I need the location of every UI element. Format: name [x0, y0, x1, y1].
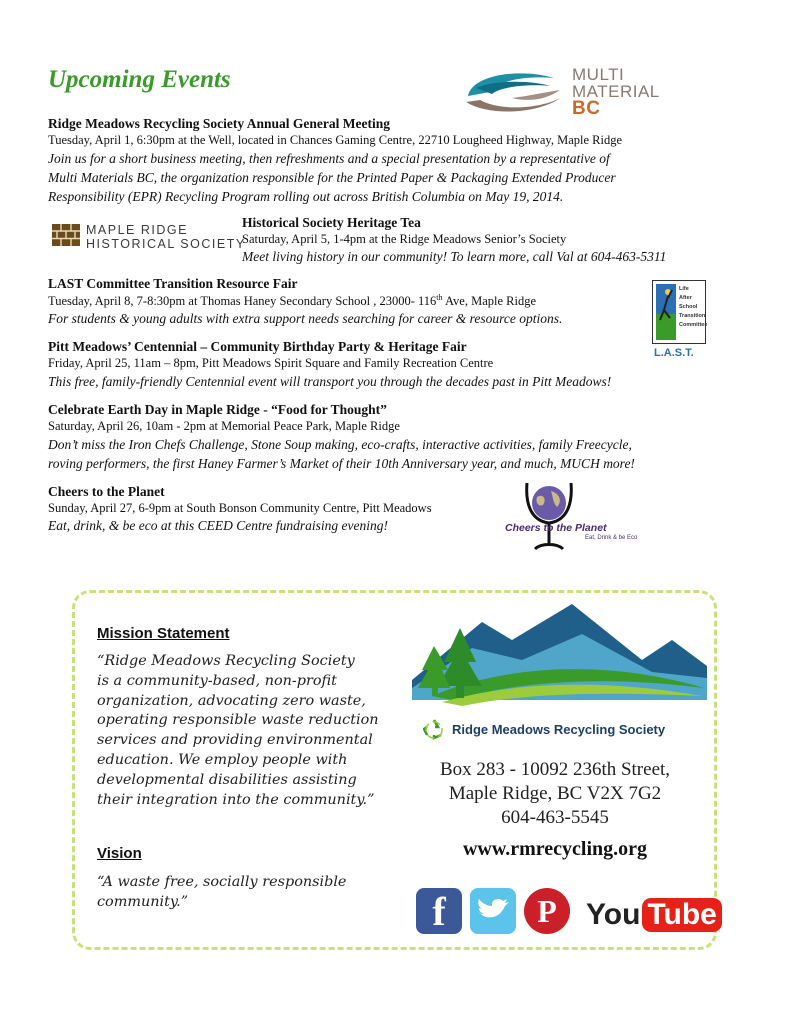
cheers-logo-text: Cheers to the Planet [505, 522, 607, 534]
event-description [48, 149, 748, 206]
event-description: Eat, drink, & be eco at this CEED Centre fundraising evening! [48, 518, 388, 533]
mission-line: services and providing environmental [97, 732, 373, 749]
event-when: Saturday, April 26, 10am - 2pm at Memorial Peace Park, Maple Ridge [48, 419, 400, 433]
event-description: Meet living history in our community! To learn more, call Val at 604-463-5311 [242, 249, 667, 264]
historical-society-logo [86, 223, 246, 251]
event-title: Pitt Meadows’ Centennial – Community Birthday Party & Heritage Fair [48, 339, 467, 354]
mmbc-swoosh-icon [462, 68, 567, 118]
mmbc-line1: MULTI [572, 65, 625, 84]
event-title: Historical Society Heritage Tea [242, 215, 421, 230]
mission-heading: Mission Statement [97, 625, 230, 642]
vision-statement [97, 873, 407, 913]
historical-logo-line2: HISTORICAL SOCIETY [86, 237, 246, 251]
event-desc-line: Join us for a short business meeting, then refreshments and a special presentation by a representative of [48, 151, 610, 166]
event-when: Sunday, April 27, 6-9pm at South Bonson Community Centre, Pitt Meadows [48, 501, 432, 515]
event-when: Tuesday, April 1, 6:30pm at the Well, located in Chances Gaming Centre, 22710 Lougheed Highway, Maple Ridge [48, 133, 623, 147]
address-block [405, 758, 705, 830]
vision-line: community.” [97, 893, 189, 910]
multi-material-bc-logo [462, 68, 567, 118]
event-title: Cheers to the Planet [48, 484, 165, 499]
mission-line: is a community-based, non-profit [97, 672, 337, 689]
brick-wall-icon [52, 224, 80, 246]
mission-line: developmental disabilities assisting [97, 771, 357, 788]
recycle-icon [423, 718, 445, 740]
mission-line: operating responsible waste reduction [97, 712, 379, 729]
last-logo-words: Life After School Transition Committee [679, 286, 708, 328]
mountain-logo-icon [412, 600, 707, 710]
event-desc-line: Responsibility (EPR) Recycling Program rolling out across British Columbia on May 19, 2014. [48, 189, 564, 204]
website-link[interactable]: www.rmrecycling.org [462, 838, 648, 860]
page-title: Upcoming Events [48, 66, 231, 93]
last-logo [652, 280, 706, 344]
event-when: Tuesday, April 8, 7-8:30pm at Thomas Haney Secondary School , 23000- 116th Ave, Maple Ridge [48, 293, 537, 309]
mmbc-line2: MATERIAL [572, 82, 660, 101]
vision-heading: Vision [97, 845, 142, 862]
youtube-icon[interactable]: You Tube [586, 895, 722, 935]
event-description: For students & young adults with extra support needs searching for career & resource options. [48, 311, 563, 326]
historical-logo-line1: MAPLE RIDGE [86, 223, 188, 237]
last-logo-label: L.A.S.T. [654, 347, 694, 359]
mission-line: education. We employ people with [97, 751, 348, 768]
event-when: Saturday, April 5, 1-4pm at the Ridge Meadows Senior’s Society [242, 232, 567, 246]
mmbc-wordmark [572, 66, 660, 117]
wine-glass-globe-icon [523, 477, 575, 553]
event-title: LAST Committee Transition Resource Fair [48, 276, 298, 291]
mission-line: organization, advocating zero waste, [97, 692, 366, 709]
event-title: Ridge Meadows Recycling Society Annual General Meeting [48, 116, 390, 131]
jumping-figure-icon [656, 284, 676, 340]
rmrs-logo-name: Ridge Meadows Recycling Society [452, 722, 666, 737]
event-description [48, 435, 635, 473]
facebook-icon[interactable]: f [416, 888, 462, 934]
event-description: This free, family-friendly Centennial event will transport you through the decades past in Pitt Meadows! [48, 374, 612, 389]
event-title: Celebrate Earth Day in Maple Ridge - “Food for Thought” [48, 402, 387, 417]
address-line-1: Box 283 - 10092 236th Street, [439, 759, 671, 780]
twitter-icon[interactable] [470, 888, 516, 934]
phone-number: 604-463-5545 [501, 807, 609, 828]
event-desc-line: roving performers, the first Haney Farmer’s Market of their 10th Anniversary year, and much, MUCH more! [48, 456, 635, 471]
cheers-logo-tagline: Eat, Drink & be Eco [585, 535, 638, 541]
event-desc-line: Don’t miss the Iron Chefs Challenge, Stone Soup making, eco-crafts, interactive activities, family Freecycle, [48, 437, 632, 452]
mission-line: “Ridge Meadows Recycling Society [97, 653, 355, 669]
address-line-2: Maple Ridge, BC V2X 7G2 [448, 783, 662, 804]
pinterest-icon[interactable]: P [524, 888, 570, 934]
mission-line: their integration into the community.” [97, 791, 375, 808]
vision-line: “A waste free, socially responsible [97, 874, 347, 890]
event-when: Friday, April 25, 11am – 8pm, Pitt Meadows Spirit Square and Family Recreation Centre [48, 356, 494, 370]
event-desc-line: Multi Materials BC, the organization responsible for the Printed Paper & Packaging Extended Producer [48, 170, 616, 185]
mmbc-line3: BC [572, 98, 601, 119]
mission-statement [97, 652, 407, 810]
